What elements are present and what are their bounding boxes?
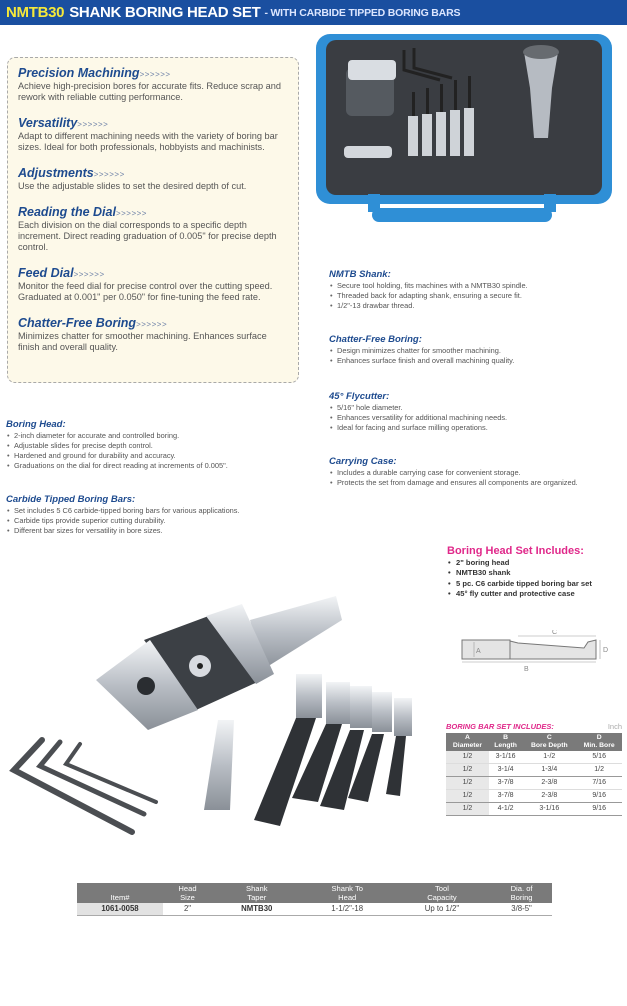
spec-chatter-free: [329, 334, 514, 366]
spec-carrying-case: [329, 456, 578, 488]
feature-adjustments: [18, 166, 288, 192]
feature-box: [7, 57, 299, 383]
feature-title: Reading the Dial: [18, 205, 116, 219]
spec-item: • Threaded back for adapting shank, ensuring a secure fit.: [329, 291, 528, 301]
spec-flycutter: [329, 391, 507, 433]
arrows-icon: >>>>>>: [136, 320, 168, 329]
spec-title: Chatter-Free Boring:: [329, 334, 422, 345]
spec-item: • Adjustable slides for precise depth control.: [6, 441, 228, 451]
spec-title: 45° Flycutter:: [329, 391, 390, 402]
arrows-icon: >>>>>>: [139, 70, 171, 79]
spec-item: • 1/2"-13 drawbar thread.: [329, 301, 528, 311]
head-size: 2": [163, 903, 212, 916]
includes-item: • NMTB30 shank: [447, 568, 627, 578]
arrows-icon: >>>>>>: [93, 170, 125, 179]
feature-precision: [18, 66, 288, 103]
carrying-case-photo: [312, 28, 620, 228]
feature-text: Each division on the dial corresponds to a specific depth increment. Direct reading graduation of 0.005" for precise depth control.: [18, 220, 277, 252]
feature-title: Precision Machining: [18, 66, 140, 80]
product-spec-table: Item# Head Size Shank Taper Shank To Head Tool Capacity Dia. of Boring 1061-0058 2" NMTB30 1-1/2"-18 Up to 1/2" 3/8-5": [77, 883, 552, 916]
svg-text:A: A: [476, 648, 481, 655]
svg-text:D: D: [603, 647, 609, 654]
feature-title: Adjustments: [18, 166, 94, 180]
boring-bar-table: A Diameter B Length C Bore Depth D Min. Bore 1/2 3-1/16 1-/2 5/16 1/2 3-1/4 1-3/4 1/2 1/2 3-7/8 2-3/8 7/16 1/2 3-7/8 2-3/8 9/16 1/2 4-1/2 3-1/16 9/16: [446, 733, 622, 816]
spec-title: Carrying Case:: [329, 456, 397, 467]
svg-text:C: C: [552, 630, 558, 636]
spec-item: • 2-inch diameter for accurate and controlled boring.: [6, 431, 228, 441]
spec-item: • Different bar sizes for versatility in bore sizes.: [6, 526, 240, 536]
feature-versatility: [18, 116, 288, 153]
table-row: [77, 903, 552, 916]
arrows-icon: >>>>>>: [77, 120, 109, 129]
spec-item: • Protects the set from damage and ensures all components are organized.: [329, 478, 578, 488]
feature-chatter-free: [18, 316, 288, 353]
spec-item: • Ideal for facing and surface milling operations.: [329, 423, 507, 433]
includes-item: • 2" boring head: [447, 558, 627, 568]
includes-title: Boring Head Set Includes:: [447, 545, 584, 557]
arrows-icon: >>>>>>: [73, 270, 105, 279]
arrows-icon: >>>>>>: [115, 209, 147, 218]
set-includes: [447, 545, 627, 599]
product-photo: [0, 570, 440, 850]
feature-title: Versatility: [18, 116, 78, 130]
shank-to-head: 1-1/2"-18: [302, 903, 393, 916]
table-row: 1/2 3-7/8 2-3/8 9/16: [446, 790, 622, 803]
feature-text: Minimizes chatter for smoother machining. Enhances surface finish and overall quality.: [18, 331, 267, 352]
spec-item: • Carbide tips provide superior cutting durability.: [6, 516, 240, 526]
table-row: 1/2 3-1/16 1-/2 5/16: [446, 751, 622, 764]
boring-bar-set: [446, 722, 622, 816]
tool-capacity: Up to 1/2": [393, 903, 491, 916]
item-number: 1061-0058: [77, 903, 163, 916]
feature-reading-dial: [18, 205, 288, 253]
spec-item: • Enhances versatility for additional machining needs.: [329, 413, 507, 423]
product-title: SHANK BORING HEAD SET: [69, 4, 261, 21]
spec-item: • Hardened and ground for durability and accuracy.: [6, 451, 228, 461]
spec-title: Boring Head:: [6, 419, 66, 430]
spec-item: • 5/16" hole diameter.: [329, 403, 507, 413]
barset-unit: Inch: [607, 722, 622, 731]
feature-feed-dial: [18, 266, 288, 303]
table-row: 1/2 3-1/4 1-3/4 1/2: [446, 764, 622, 777]
includes-item: • 5 pc. C6 carbide tipped boring bar set: [447, 579, 627, 589]
model-name: NMTB30: [6, 4, 65, 21]
svg-text:B: B: [524, 666, 529, 673]
feature-title: Chatter-Free Boring: [18, 316, 137, 330]
product-subtitle: - WITH CARBIDE TIPPED BORING BARS: [264, 6, 461, 19]
feature-text: Monitor the feed dial for precise control over the cutting speed. Graduated at 0.001" per 0.050" for fine-tuning the feed rate.: [18, 281, 273, 302]
feature-text: Adapt to different machining needs with the variety of boring bar sizes. Ideal for both professionals, hobbyists and machinists.: [18, 131, 278, 152]
spec-item: • Design minimizes chatter for smoother machining.: [329, 346, 514, 356]
spec-carbide-bars: [6, 494, 240, 536]
shank-taper: NMTB30: [212, 903, 302, 916]
feature-text: Use the adjustable slides to set the desired depth of cut.: [18, 181, 247, 191]
spec-nmtb-shank: [329, 269, 528, 311]
spec-item: • Enhances surface finish and overall machining quality.: [329, 356, 514, 366]
dia-of-boring: 3/8-5": [491, 903, 552, 916]
spec-title: Carbide Tipped Boring Bars:: [6, 494, 136, 505]
spec-item: • Includes a durable carrying case for convenient storage.: [329, 468, 578, 478]
spec-item: • Graduations on the dial for direct reading at increments of 0.005".: [6, 461, 228, 471]
spec-boring-head: [6, 419, 228, 471]
title-banner: [0, 0, 627, 25]
boring-bar-diagram: [448, 630, 624, 685]
table-row: 1/2 4-1/2 3-1/16 9/16: [446, 803, 622, 816]
feature-text: Achieve high-precision bores for accurate fits. Reduce scrap and rework with reliable cutting performance.: [18, 81, 282, 102]
spec-item: • Set includes 5 C6 carbide-tipped boring bars for various applications.: [6, 506, 240, 516]
table-row: 1/2 3-7/8 2-3/8 7/16: [446, 777, 622, 790]
feature-title: Feed Dial: [18, 266, 74, 280]
spec-item: • Secure tool holding, fits machines with a NMTB30 spindle.: [329, 281, 528, 291]
barset-title: BORING BAR SET INCLUDES:: [446, 722, 554, 731]
spec-title: NMTB Shank:: [329, 269, 391, 280]
includes-item: • 45° fly cutter and protective case: [447, 589, 627, 599]
